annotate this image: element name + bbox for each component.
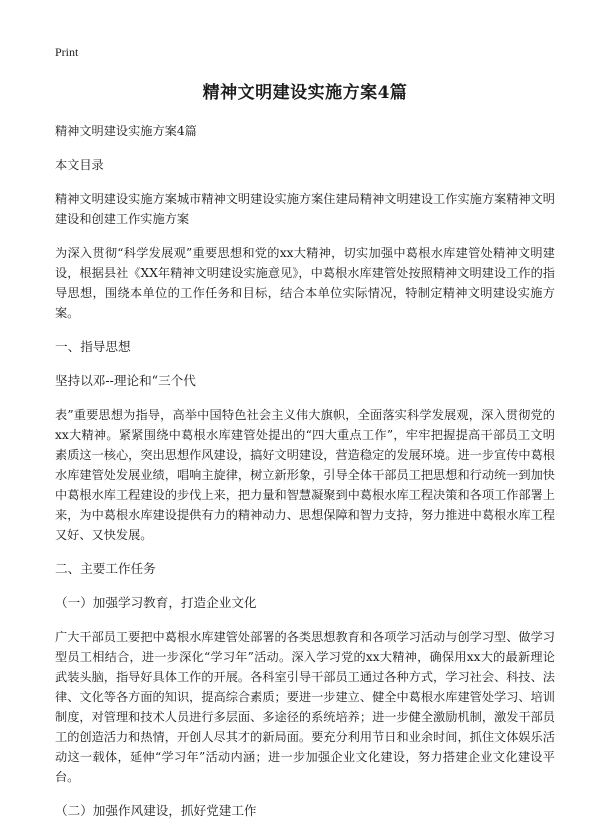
toc-text: 精神文明建设实施方案城市精神文明建设实施方案住建局精神文明建设工作实施方案精神文明建设和创建工作实施方案: [55, 192, 555, 226]
section-heading-main-tasks: 二、主要工作任务: [55, 561, 156, 576]
document-title: 精神文明建设实施方案4篇: [202, 83, 408, 103]
item-heading-study-education: （一）加强学习教育，打造企业文化: [55, 595, 257, 610]
print-link[interactable]: Print: [55, 45, 79, 59]
item-heading-style-building: （二）加强作风建设，抓好党建工作: [55, 803, 257, 818]
toc-heading: 本文目录: [55, 158, 104, 172]
document-subtitle: 精神文明建设实施方案4篇: [55, 124, 197, 138]
item-paragraph-study-education: 广大干部员工要把中葛根水库建管处部署的各类思想教育和各项学习活动与创学习型、做学习型员工相结合，进一步深化“学习年”活动。深入学习党的xx大精神，确保用xx大的最新理论武装头脑，指导好具体工作的开展。各科室引导干部员工通过各种方式，学习社会、科技、法律、文化等各方面的知识，提高综合素质；要进一步建立、健全中葛根水库建管处学习、培训制度，对管理和技术人员进行多层面、多途径的系统培养；进一步健全激励机制，激发干部员工的创造活力和热情，开创人尽其才的新局面。要充分利用节日和业余时间，抓住文体娱乐活动这一载体，延伸“学习年”活动内涵；进一步加强企业文化建设，努力搭建企业文化建设平台。: [55, 630, 555, 784]
section-heading-guiding-ideology: 一、指导思想: [55, 339, 131, 354]
section-subheading: 坚持以邓--理论和“三个代: [55, 373, 196, 388]
intro-paragraph: 为深入贯彻“科学发展观”重要思想和党的xx大精神，切实加强中葛根水库建管处精神文明建设，根据县社《XX年精神文明建设实施意见》，中葛根水库建管处按照精神文明建设工作的指导思想，围绕本单位的工作任务和目标，结合本单位实际情况，特制定精神文明建设实施方案。: [55, 246, 555, 320]
document-body: [55, 78, 555, 835]
section-paragraph-guiding-ideology: 表”重要思想为指导，高举中国特色社会主义伟大旗帜，全面落实科学发展观，深入贯彻党的xx大精神。紧紧围绕中葛根水库建管处提出的“四大重点工作”，牢牢把握提高干部员工文明素质这一核心，突出思想作风建设，搞好文明建设，营造稳定的发展环境。进一步宣传中葛根水库建管处发展业绩，唱响主旋律，树立新形象，引导全体干部员工把思想和行动统一到加快中葛根水库工程建设的步伐上来，把力量和智慧凝聚到中葛根水库工程决策和各项工作部署上来，为中葛根水库建设提供有力的精神动力、思想保障和智力支持，努力推进中葛根水库工程又好、又快发展。: [55, 408, 555, 542]
